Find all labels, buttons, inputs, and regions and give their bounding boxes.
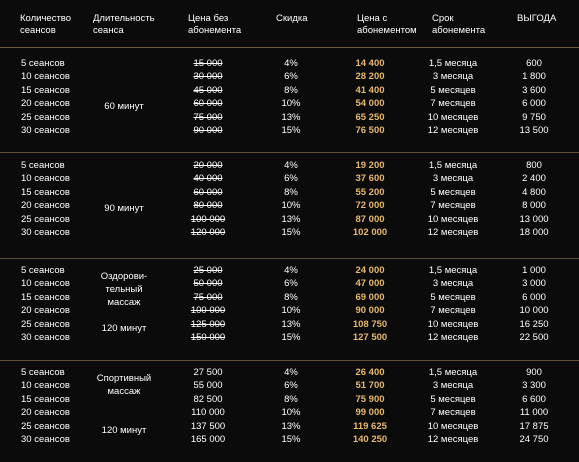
price-with-cell: 90 000 — [355, 305, 385, 316]
sessions-cell: 30 сеансов — [21, 125, 70, 136]
price-without-cell: 120 000 — [190, 227, 226, 238]
price-without-cell: 90 000 — [193, 125, 223, 136]
term-cell: 5 месяцев — [430, 292, 476, 303]
price-without-cell: 75 000 — [193, 292, 223, 303]
discount-cell: 15% — [281, 227, 301, 238]
duration-label: 90 минут — [104, 203, 144, 214]
header-discount: Скидка — [276, 13, 308, 24]
price-without-cell: 27 500 — [193, 367, 223, 378]
sessions-cell: 10 сеансов — [21, 173, 70, 184]
price-without-cell: 100 000 — [190, 214, 226, 225]
duration-label: массаж — [107, 386, 141, 397]
term-cell: 12 месяцев — [427, 227, 479, 238]
sessions-cell: 5 сеансов — [21, 160, 65, 171]
term-cell: 3 месяца — [432, 173, 474, 184]
price-without-cell: 20 000 — [193, 160, 223, 171]
price-without-cell: 50 000 — [193, 278, 223, 289]
benefit-cell: 13 000 — [519, 214, 549, 225]
benefit-cell: 3 300 — [522, 380, 546, 391]
price-with-cell: 75 900 — [355, 394, 385, 405]
discount-cell: 8% — [284, 187, 298, 198]
duration-label: 60 минут — [104, 101, 144, 112]
duration-label: 120 минут — [101, 425, 147, 436]
sessions-cell: 30 сеансов — [21, 332, 70, 343]
price-with-cell: 140 250 — [352, 434, 388, 445]
discount-cell: 13% — [281, 112, 301, 123]
price-with-cell: 55 200 — [355, 187, 385, 198]
benefit-cell: 24 750 — [519, 434, 549, 445]
discount-cell: 6% — [284, 380, 298, 391]
header-duration: Длительность сеанса — [93, 13, 155, 36]
group-separator — [0, 258, 579, 259]
benefit-cell: 16 250 — [519, 319, 549, 330]
group-separator — [0, 152, 579, 153]
discount-cell: 13% — [281, 214, 301, 225]
price-with-cell: 19 200 — [355, 160, 385, 171]
term-cell: 3 месяца — [432, 380, 474, 391]
term-cell: 10 месяцев — [427, 112, 479, 123]
price-with-cell: 127 500 — [352, 332, 388, 343]
discount-cell: 8% — [284, 85, 298, 96]
discount-cell: 4% — [284, 160, 298, 171]
price-without-cell: 60 000 — [193, 187, 223, 198]
header-sessions: Количество сеансов — [20, 13, 72, 36]
benefit-cell: 3 000 — [522, 278, 546, 289]
sessions-cell: 30 сеансов — [21, 434, 70, 445]
sessions-cell: 5 сеансов — [21, 265, 65, 276]
benefit-cell: 6 600 — [522, 394, 546, 405]
benefit-cell: 11 000 — [519, 407, 549, 418]
benefit-cell: 1 000 — [522, 265, 546, 276]
price-with-cell: 65 250 — [355, 112, 385, 123]
price-without-cell: 100 000 — [190, 305, 226, 316]
discount-cell: 13% — [281, 319, 301, 330]
price-with-cell: 102 000 — [352, 227, 388, 238]
term-cell: 1,5 месяца — [428, 367, 478, 378]
price-without-cell: 15 000 — [193, 58, 223, 69]
discount-cell: 15% — [281, 125, 301, 136]
sessions-cell: 5 сеансов — [21, 367, 65, 378]
price-with-cell: 14 400 — [355, 58, 385, 69]
price-with-cell: 47 000 — [355, 278, 385, 289]
term-cell: 10 месяцев — [427, 319, 479, 330]
price-with-cell: 24 000 — [355, 265, 385, 276]
benefit-cell: 4 800 — [522, 187, 546, 198]
term-cell: 12 месяцев — [427, 434, 479, 445]
discount-cell: 4% — [284, 367, 298, 378]
header-term: Срок абонемента — [432, 13, 486, 36]
sessions-cell: 10 сеансов — [21, 71, 70, 82]
sessions-cell: 5 сеансов — [21, 58, 65, 69]
discount-cell: 10% — [281, 200, 301, 211]
price-without-cell: 25 000 — [193, 265, 223, 276]
price-with-cell: 119 625 — [353, 421, 387, 432]
price-with-cell: 41 400 — [355, 85, 385, 96]
term-cell: 7 месяцев — [430, 98, 476, 109]
price-with-cell: 72 000 — [355, 200, 385, 211]
price-without-cell: 40 000 — [193, 173, 223, 184]
sessions-cell: 25 сеансов — [21, 112, 70, 123]
sessions-cell: 15 сеансов — [21, 292, 70, 303]
discount-cell: 8% — [284, 394, 298, 405]
sessions-cell: 10 сеансов — [21, 278, 70, 289]
benefit-cell: 13 500 — [519, 125, 549, 136]
price-without-cell: 80 000 — [193, 200, 223, 211]
discount-cell: 15% — [281, 434, 301, 445]
header-price-with: Цена с абонементом — [357, 13, 417, 36]
term-cell: 7 месяцев — [430, 200, 476, 211]
pricing-group — [0, 265, 579, 357]
term-cell: 10 месяцев — [427, 421, 479, 432]
benefit-cell: 22 500 — [519, 332, 549, 343]
price-with-cell: 54 000 — [355, 98, 385, 109]
price-without-cell: 165 000 — [190, 434, 226, 445]
price-without-cell: 125 000 — [190, 319, 226, 330]
discount-cell: 4% — [284, 265, 298, 276]
benefit-cell: 8 000 — [522, 200, 546, 211]
price-with-cell: 99 000 — [355, 407, 385, 418]
duration-label: тельный — [105, 284, 143, 295]
discount-cell: 10% — [281, 305, 301, 316]
sessions-cell: 20 сеансов — [21, 305, 70, 316]
header-price-without: Цена без абонемента — [188, 13, 242, 36]
discount-cell: 8% — [284, 292, 298, 303]
price-without-cell: 45 000 — [193, 85, 223, 96]
term-cell: 7 месяцев — [430, 305, 476, 316]
discount-cell: 10% — [281, 98, 301, 109]
benefit-cell: 9 750 — [522, 112, 546, 123]
price-without-cell: 82 500 — [193, 394, 223, 405]
term-cell: 1,5 месяца — [428, 58, 478, 69]
sessions-cell: 20 сеансов — [21, 200, 70, 211]
price-without-cell: 150 000 — [190, 332, 226, 343]
duration-label: массаж — [107, 297, 141, 308]
benefit-cell: 900 — [526, 367, 542, 378]
sessions-cell: 10 сеансов — [21, 380, 70, 391]
price-with-cell: 28 200 — [355, 71, 385, 82]
price-without-cell: 137 500 — [190, 421, 226, 432]
price-with-cell: 51 700 — [355, 380, 385, 391]
price-with-cell: 108 750 — [352, 319, 388, 330]
term-cell: 12 месяцев — [427, 125, 479, 136]
header-separator — [0, 47, 579, 48]
benefit-cell: 18 000 — [519, 227, 549, 238]
sessions-cell: 15 сеансов — [21, 187, 70, 198]
term-cell: 5 месяцев — [430, 394, 476, 405]
term-cell: 1,5 месяца — [428, 160, 478, 171]
discount-cell: 10% — [281, 407, 301, 418]
price-without-cell: 30 000 — [193, 71, 223, 82]
term-cell: 3 месяца — [432, 278, 474, 289]
benefit-cell: 10 000 — [519, 305, 549, 316]
discount-cell: 13% — [281, 421, 301, 432]
group-separator — [0, 360, 579, 361]
sessions-cell: 25 сеансов — [21, 214, 70, 225]
price-with-cell: 69 000 — [355, 292, 385, 303]
benefit-cell: 17 875 — [519, 421, 549, 432]
term-cell: 5 месяцев — [430, 85, 476, 96]
sessions-cell: 30 сеансов — [21, 227, 70, 238]
term-cell: 3 месяца — [432, 71, 474, 82]
discount-cell: 4% — [284, 58, 298, 69]
sessions-cell: 25 сеансов — [21, 421, 70, 432]
sessions-cell: 20 сеансов — [21, 407, 70, 418]
duration-label: 120 минут — [101, 323, 147, 334]
duration-label: Оздорови- — [100, 271, 148, 282]
price-with-cell: 76 500 — [355, 125, 385, 136]
price-without-cell: 110 000 — [191, 407, 225, 418]
price-without-cell: 75 000 — [193, 112, 223, 123]
term-cell: 5 месяцев — [430, 187, 476, 198]
header-benefit: ВЫГОДА — [517, 13, 557, 24]
benefit-cell: 3 600 — [522, 85, 546, 96]
sessions-cell: 20 сеансов — [21, 98, 70, 109]
sessions-cell: 25 сеансов — [21, 319, 70, 330]
pricing-group — [0, 367, 579, 459]
price-with-cell: 26 400 — [355, 367, 385, 378]
price-with-cell: 87 000 — [355, 214, 385, 225]
benefit-cell: 6 000 — [522, 98, 546, 109]
benefit-cell: 800 — [526, 160, 542, 171]
pricing-group — [0, 160, 579, 252]
price-without-cell: 55 000 — [193, 380, 223, 391]
benefit-cell: 6 000 — [522, 292, 546, 303]
term-cell: 12 месяцев — [427, 332, 479, 343]
term-cell: 10 месяцев — [427, 214, 479, 225]
pricing-group — [0, 58, 579, 150]
discount-cell: 6% — [284, 71, 298, 82]
benefit-cell: 600 — [526, 58, 542, 69]
sessions-cell: 15 сеансов — [21, 394, 70, 405]
price-with-cell: 37 600 — [355, 173, 385, 184]
discount-cell: 15% — [281, 332, 301, 343]
benefit-cell: 1 800 — [522, 71, 546, 82]
sessions-cell: 15 сеансов — [21, 85, 70, 96]
term-cell: 7 месяцев — [430, 407, 476, 418]
term-cell: 1,5 месяца — [428, 265, 478, 276]
benefit-cell: 2 400 — [522, 173, 546, 184]
table-header — [0, 0, 579, 47]
duration-label: Спортивный — [96, 373, 152, 384]
price-without-cell: 60 000 — [193, 98, 223, 109]
discount-cell: 6% — [284, 173, 298, 184]
discount-cell: 6% — [284, 278, 298, 289]
